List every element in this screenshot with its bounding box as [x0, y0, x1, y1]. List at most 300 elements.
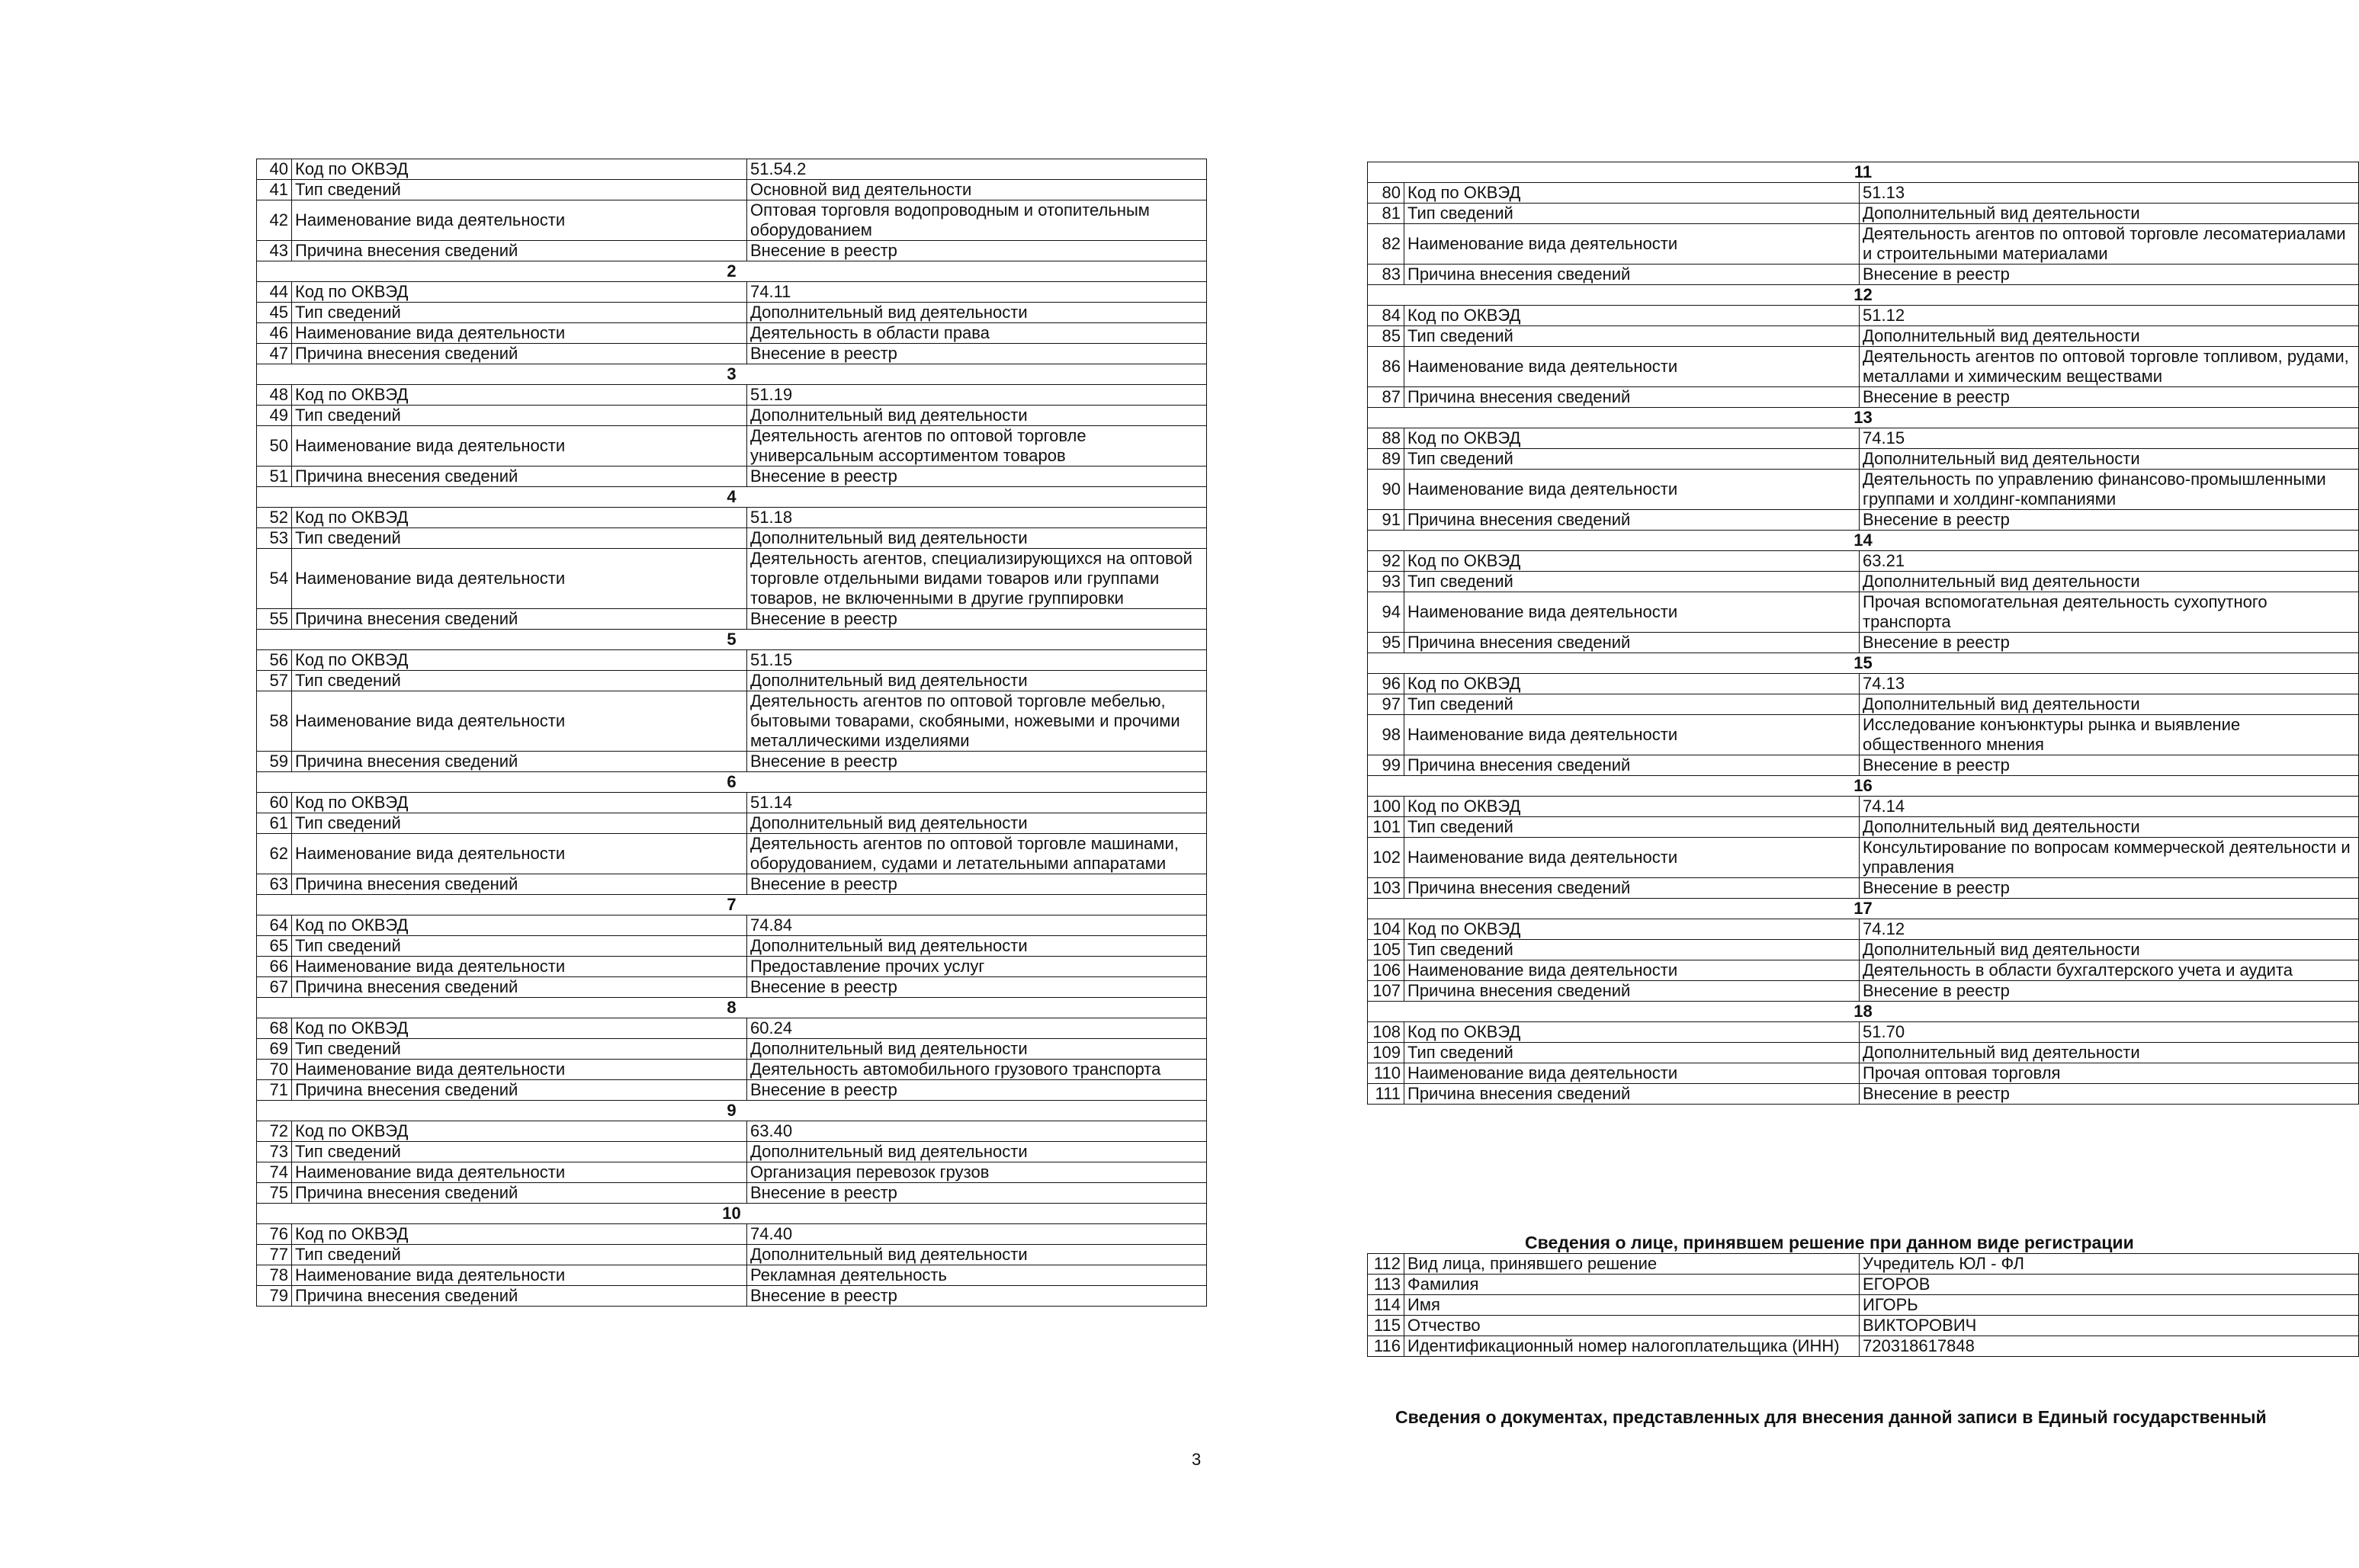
field-value: 51.19 [747, 385, 1207, 406]
table-row [1368, 960, 2359, 981]
table-row [257, 508, 1207, 528]
field-value: Деятельность агентов, специализирующихся на оптовой торговле отдельными видами товаров или группами товаров, не включенными в другие группировки [747, 549, 1207, 609]
field-label: Тип сведений [292, 936, 747, 957]
row-number: 67 [257, 977, 292, 998]
table-row [257, 549, 1207, 609]
table-row [257, 1245, 1207, 1265]
field-label: Наименование вида деятельности [292, 549, 747, 609]
row-number: 56 [257, 650, 292, 671]
field-label: Имя [1404, 1295, 1860, 1316]
row-number: 54 [257, 549, 292, 609]
field-label: Наименование вида деятельности [292, 691, 747, 752]
field-label: Код по ОКВЭД [292, 159, 747, 180]
field-value: Дополнительный вид деятельности [747, 303, 1207, 323]
section-row [257, 630, 1207, 650]
field-value: Дополнительный вид деятельности [1860, 1043, 2359, 1063]
table-row [257, 834, 1207, 874]
table-row [257, 793, 1207, 813]
field-label: Тип сведений [1404, 326, 1860, 347]
table-row [1368, 428, 2359, 449]
person-section-heading: Сведения о лице, принявшем решение при данном виде регистрации [1525, 1233, 2134, 1252]
field-label: Тип сведений [292, 813, 747, 834]
field-label: Наименование вида деятельности [1404, 224, 1860, 265]
field-value: 63.21 [1860, 551, 2359, 572]
field-value: 74.84 [747, 915, 1207, 936]
section-row [1368, 899, 2359, 919]
row-number: 43 [257, 241, 292, 261]
row-number: 53 [257, 528, 292, 549]
field-label: Причина внесения сведений [1404, 981, 1860, 1002]
row-number: 47 [257, 344, 292, 364]
field-label: Код по ОКВЭД [1404, 797, 1860, 817]
section-row [1368, 162, 2359, 183]
field-label: Наименование вида деятельности [1404, 470, 1860, 510]
table-row [1368, 265, 2359, 285]
section-number: 2 [257, 261, 1207, 282]
field-label: Наименование вида деятельности [292, 1162, 747, 1183]
field-label: Код по ОКВЭД [292, 1018, 747, 1039]
field-value: Деятельность в области бухгалтерского учета и аудита [1860, 960, 2359, 981]
field-label: Причина внесения сведений [292, 467, 747, 487]
field-value: Дополнительный вид деятельности [747, 406, 1207, 426]
table-row [257, 1183, 1207, 1204]
table-row [1368, 1275, 2359, 1295]
field-label: Отчество [1404, 1316, 1860, 1336]
table-row [1368, 183, 2359, 204]
field-value: 74.13 [1860, 674, 2359, 694]
field-value: 74.14 [1860, 797, 2359, 817]
field-label: Код по ОКВЭД [292, 1121, 747, 1142]
field-label: Причина внесения сведений [292, 1080, 747, 1101]
row-number: 45 [257, 303, 292, 323]
row-number: 84 [1368, 306, 1404, 326]
field-value: Учредитель ЮЛ - ФЛ [1860, 1254, 2359, 1275]
table-row [257, 1224, 1207, 1245]
table-row [257, 1121, 1207, 1142]
table-row [257, 609, 1207, 630]
table-row [257, 874, 1207, 895]
field-value: 51.15 [747, 650, 1207, 671]
table-row [257, 813, 1207, 834]
table-row [257, 1080, 1207, 1101]
section-row [1368, 531, 2359, 551]
section-number: 8 [257, 998, 1207, 1018]
field-value: Внесение в реестр [747, 241, 1207, 261]
section-row [1368, 285, 2359, 306]
field-value: Внесение в реестр [747, 1183, 1207, 1204]
field-value: 51.13 [1860, 183, 2359, 204]
field-label: Наименование вида деятельности [292, 1265, 747, 1286]
table-row [257, 467, 1207, 487]
table-row [1368, 1022, 2359, 1043]
table-row [1368, 347, 2359, 387]
page-number: 3 [1192, 1450, 1202, 1469]
table-row [257, 1286, 1207, 1307]
field-label: Причина внесения сведений [1404, 387, 1860, 408]
field-label: Причина внесения сведений [292, 1183, 747, 1204]
field-value: Прочая вспомогательная деятельность сухопутного транспорта [1860, 592, 2359, 633]
field-value: Внесение в реестр [747, 1080, 1207, 1101]
field-value: 51.12 [1860, 306, 2359, 326]
section-number: 4 [257, 487, 1207, 508]
row-number: 90 [1368, 470, 1404, 510]
field-label: Тип сведений [292, 1142, 747, 1162]
row-number: 114 [1368, 1295, 1404, 1316]
table-row [1368, 1336, 2359, 1357]
field-label: Код по ОКВЭД [1404, 674, 1860, 694]
field-label: Тип сведений [292, 180, 747, 200]
field-value: Исследование конъюнктуры рынка и выявление общественного мнения [1860, 715, 2359, 755]
field-label: Код по ОКВЭД [292, 385, 747, 406]
row-number: 83 [1368, 265, 1404, 285]
table-row [257, 385, 1207, 406]
row-number: 64 [257, 915, 292, 936]
table-row [1368, 940, 2359, 960]
row-number: 76 [257, 1224, 292, 1245]
row-number: 104 [1368, 919, 1404, 940]
field-value: Внесение в реестр [747, 609, 1207, 630]
field-value: Внесение в реестр [1860, 1084, 2359, 1105]
table-row [1368, 878, 2359, 899]
field-value: 74.40 [747, 1224, 1207, 1245]
field-value: Консультирование по вопросам коммерческой деятельности и управления [1860, 838, 2359, 878]
table-row [1368, 694, 2359, 715]
row-number: 94 [1368, 592, 1404, 633]
activities-table-right [1367, 162, 2359, 1105]
row-number: 66 [257, 957, 292, 977]
table-row [257, 1142, 1207, 1162]
row-number: 92 [1368, 551, 1404, 572]
table-row [257, 344, 1207, 364]
table-row [1368, 715, 2359, 755]
table-row [1368, 1316, 2359, 1336]
row-number: 77 [257, 1245, 292, 1265]
row-number: 91 [1368, 510, 1404, 531]
row-number: 74 [257, 1162, 292, 1183]
field-label: Наименование вида деятельности [1404, 838, 1860, 878]
field-label: Тип сведений [1404, 817, 1860, 838]
row-number: 65 [257, 936, 292, 957]
field-value: Деятельность по управлению финансово-промышленными группами и холдинг-компаниями [1860, 470, 2359, 510]
field-value: Дополнительный вид деятельности [747, 813, 1207, 834]
row-number: 44 [257, 282, 292, 303]
row-number: 96 [1368, 674, 1404, 694]
field-label: Причина внесения сведений [1404, 510, 1860, 531]
table-row [1368, 204, 2359, 224]
table-row [257, 915, 1207, 936]
field-value: Дополнительный вид деятельности [747, 936, 1207, 957]
field-value: 51.18 [747, 508, 1207, 528]
section-number: 18 [1368, 1002, 2359, 1022]
table-row [1368, 755, 2359, 776]
field-value: Дополнительный вид деятельности [1860, 817, 2359, 838]
field-label: Причина внесения сведений [292, 977, 747, 998]
row-number: 95 [1368, 633, 1404, 653]
row-number: 78 [257, 1265, 292, 1286]
field-value: Внесение в реестр [747, 1286, 1207, 1307]
row-number: 58 [257, 691, 292, 752]
section-row [1368, 653, 2359, 674]
field-value: Предоставление прочих услуг [747, 957, 1207, 977]
row-number: 109 [1368, 1043, 1404, 1063]
row-number: 42 [257, 200, 292, 241]
field-value: 63.40 [747, 1121, 1207, 1142]
field-value: Дополнительный вид деятельности [1860, 694, 2359, 715]
row-number: 88 [1368, 428, 1404, 449]
row-number: 52 [257, 508, 292, 528]
row-number: 108 [1368, 1022, 1404, 1043]
field-value: Рекламная деятельность [747, 1265, 1207, 1286]
documents-section-heading: Сведения о документах, представленных для внесения данной записи в Единый государственный [1395, 1407, 2267, 1427]
field-value: Дополнительный вид деятельности [747, 1245, 1207, 1265]
table-row [257, 303, 1207, 323]
table-row [257, 671, 1207, 691]
table-row [1368, 449, 2359, 470]
row-number: 86 [1368, 347, 1404, 387]
field-value: 51.54.2 [747, 159, 1207, 180]
table-row [1368, 572, 2359, 592]
field-label: Тип сведений [292, 528, 747, 549]
section-number: 10 [257, 1204, 1207, 1224]
row-number: 41 [257, 180, 292, 200]
field-label: Тип сведений [292, 303, 747, 323]
field-label: Наименование вида деятельности [292, 200, 747, 241]
row-number: 46 [257, 323, 292, 344]
row-number: 48 [257, 385, 292, 406]
field-label: Код по ОКВЭД [1404, 551, 1860, 572]
table-row [1368, 551, 2359, 572]
field-label: Код по ОКВЭД [1404, 428, 1860, 449]
table-row [257, 957, 1207, 977]
field-label: Тип сведений [1404, 204, 1860, 224]
section-row [1368, 776, 2359, 797]
table-row [257, 650, 1207, 671]
field-value: 74.11 [747, 282, 1207, 303]
table-row [1368, 1084, 2359, 1105]
field-value: Дополнительный вид деятельности [747, 528, 1207, 549]
section-number: 7 [257, 895, 1207, 915]
field-value: Дополнительный вид деятельности [1860, 326, 2359, 347]
field-value: Внесение в реестр [747, 344, 1207, 364]
section-number: 17 [1368, 899, 2359, 919]
field-label: Наименование вида деятельности [292, 834, 747, 874]
table-row [1368, 674, 2359, 694]
field-value: Деятельность агентов по оптовой торговле универсальным ассортиментом товаров [747, 426, 1207, 467]
table-row [257, 752, 1207, 772]
field-label: Тип сведений [1404, 1043, 1860, 1063]
row-number: 89 [1368, 449, 1404, 470]
field-value: 74.12 [1860, 919, 2359, 940]
field-label: Тип сведений [1404, 572, 1860, 592]
row-number: 115 [1368, 1316, 1404, 1336]
row-number: 103 [1368, 878, 1404, 899]
table-row [1368, 817, 2359, 838]
field-value: Деятельность агентов по оптовой торговле топливом, рудами, металлами и химическим веществами [1860, 347, 2359, 387]
table-row [1368, 919, 2359, 940]
row-number: 79 [257, 1286, 292, 1307]
field-label: Причина внесения сведений [1404, 265, 1860, 285]
row-number: 57 [257, 671, 292, 691]
field-label: Код по ОКВЭД [292, 508, 747, 528]
section-number: 15 [1368, 653, 2359, 674]
activities-table-left [256, 159, 1207, 1307]
section-row [257, 1101, 1207, 1121]
table-row [257, 1039, 1207, 1060]
field-value: Внесение в реестр [747, 467, 1207, 487]
row-number: 75 [257, 1183, 292, 1204]
field-value: ВИКТОРОВИЧ [1860, 1316, 2359, 1336]
table-row [257, 406, 1207, 426]
field-label: Тип сведений [292, 406, 747, 426]
field-value: Внесение в реестр [747, 874, 1207, 895]
row-number: 61 [257, 813, 292, 834]
row-number: 55 [257, 609, 292, 630]
row-number: 111 [1368, 1084, 1404, 1105]
field-value: Дополнительный вид деятельности [1860, 449, 2359, 470]
field-label: Код по ОКВЭД [292, 793, 747, 813]
field-label: Причина внесения сведений [292, 609, 747, 630]
field-value: Внесение в реестр [1860, 510, 2359, 531]
table-row [257, 936, 1207, 957]
field-value: Деятельность автомобильного грузового транспорта [747, 1060, 1207, 1080]
field-value: Внесение в реестр [1860, 633, 2359, 653]
field-label: Тип сведений [292, 1245, 747, 1265]
row-number: 62 [257, 834, 292, 874]
field-label: Причина внесения сведений [1404, 633, 1860, 653]
table-row [1368, 1043, 2359, 1063]
field-value: Деятельность агентов по оптовой торговле машинами, оборудованием, судами и летательными аппаратами [747, 834, 1207, 874]
table-row [257, 691, 1207, 752]
row-number: 113 [1368, 1275, 1404, 1295]
section-row [257, 895, 1207, 915]
table-row [1368, 1295, 2359, 1316]
field-value: Дополнительный вид деятельности [747, 1039, 1207, 1060]
table-row [1368, 1254, 2359, 1275]
row-number: 97 [1368, 694, 1404, 715]
row-number: 81 [1368, 204, 1404, 224]
field-label: Тип сведений [1404, 940, 1860, 960]
table-row [1368, 306, 2359, 326]
field-label: Код по ОКВЭД [1404, 919, 1860, 940]
field-value: 720318617848 [1860, 1336, 2359, 1357]
row-number: 51 [257, 467, 292, 487]
section-number: 3 [257, 364, 1207, 385]
right-page [1296, 0, 2351, 1568]
field-value: Внесение в реестр [1860, 755, 2359, 776]
section-number: 13 [1368, 408, 2359, 428]
field-value: 60.24 [747, 1018, 1207, 1039]
section-number: 9 [257, 1101, 1207, 1121]
row-number: 107 [1368, 981, 1404, 1002]
row-number: 100 [1368, 797, 1404, 817]
section-number: 5 [257, 630, 1207, 650]
section-number: 16 [1368, 776, 2359, 797]
row-number: 70 [257, 1060, 292, 1080]
row-number: 60 [257, 793, 292, 813]
section-row [257, 261, 1207, 282]
field-label: Наименование вида деятельности [292, 1060, 747, 1080]
section-row [257, 998, 1207, 1018]
section-number: 6 [257, 772, 1207, 793]
table-row [1368, 510, 2359, 531]
row-number: 63 [257, 874, 292, 895]
field-value: Дополнительный вид деятельности [1860, 572, 2359, 592]
field-label: Причина внесения сведений [1404, 878, 1860, 899]
field-label: Код по ОКВЭД [292, 1224, 747, 1245]
field-label: Наименование вида деятельности [1404, 347, 1860, 387]
field-value: Оптовая торговля водопроводным и отопительным оборудованием [747, 200, 1207, 241]
table-row [1368, 224, 2359, 265]
field-label: Наименование вида деятельности [1404, 592, 1860, 633]
field-value: ИГОРЬ [1860, 1295, 2359, 1316]
field-value: 51.70 [1860, 1022, 2359, 1043]
table-row [257, 200, 1207, 241]
field-value: Дополнительный вид деятельности [747, 671, 1207, 691]
field-label: Наименование вида деятельности [292, 323, 747, 344]
row-number: 73 [257, 1142, 292, 1162]
row-number: 49 [257, 406, 292, 426]
table-row [1368, 326, 2359, 347]
section-number: 14 [1368, 531, 2359, 551]
table-row [257, 1162, 1207, 1183]
row-number: 40 [257, 159, 292, 180]
table-row [257, 241, 1207, 261]
field-label: Тип сведений [1404, 449, 1860, 470]
row-number: 106 [1368, 960, 1404, 981]
table-row [1368, 387, 2359, 408]
field-value: Прочая оптовая торговля [1860, 1063, 2359, 1084]
table-row [1368, 592, 2359, 633]
table-row [1368, 633, 2359, 653]
field-label: Причина внесения сведений [292, 1286, 747, 1307]
row-number: 110 [1368, 1063, 1404, 1084]
field-value: Деятельность в области права [747, 323, 1207, 344]
field-value: Организация перевозок грузов [747, 1162, 1207, 1183]
field-label: Наименование вида деятельности [1404, 1063, 1860, 1084]
row-number: 99 [1368, 755, 1404, 776]
field-value: Дополнительный вид деятельности [1860, 940, 2359, 960]
row-number: 85 [1368, 326, 1404, 347]
field-value: 51.14 [747, 793, 1207, 813]
table-row [1368, 1063, 2359, 1084]
field-value: Деятельность агентов по оптовой торговле лесоматериалами и строительными материалами [1860, 224, 2359, 265]
field-value: Внесение в реестр [1860, 387, 2359, 408]
field-label: Код по ОКВЭД [1404, 1022, 1860, 1043]
table-row [257, 528, 1207, 549]
row-number: 116 [1368, 1336, 1404, 1357]
field-label: Код по ОКВЭД [292, 282, 747, 303]
row-number: 50 [257, 426, 292, 467]
field-label: Код по ОКВЭД [292, 915, 747, 936]
section-row [257, 487, 1207, 508]
field-label: Тип сведений [292, 1039, 747, 1060]
row-number: 71 [257, 1080, 292, 1101]
field-value: Внесение в реестр [1860, 878, 2359, 899]
section-row [257, 772, 1207, 793]
field-value: Внесение в реестр [1860, 265, 2359, 285]
section-row [1368, 408, 2359, 428]
row-number: 102 [1368, 838, 1404, 878]
field-value: Основной вид деятельности [747, 180, 1207, 200]
field-value: Внесение в реестр [747, 752, 1207, 772]
field-label: Фамилия [1404, 1275, 1860, 1295]
field-label: Код по ОКВЭД [292, 650, 747, 671]
field-value: Внесение в реестр [747, 977, 1207, 998]
field-label: Причина внесения сведений [292, 874, 747, 895]
table-row [257, 180, 1207, 200]
field-label: Причина внесения сведений [1404, 1084, 1860, 1105]
section-row [257, 364, 1207, 385]
